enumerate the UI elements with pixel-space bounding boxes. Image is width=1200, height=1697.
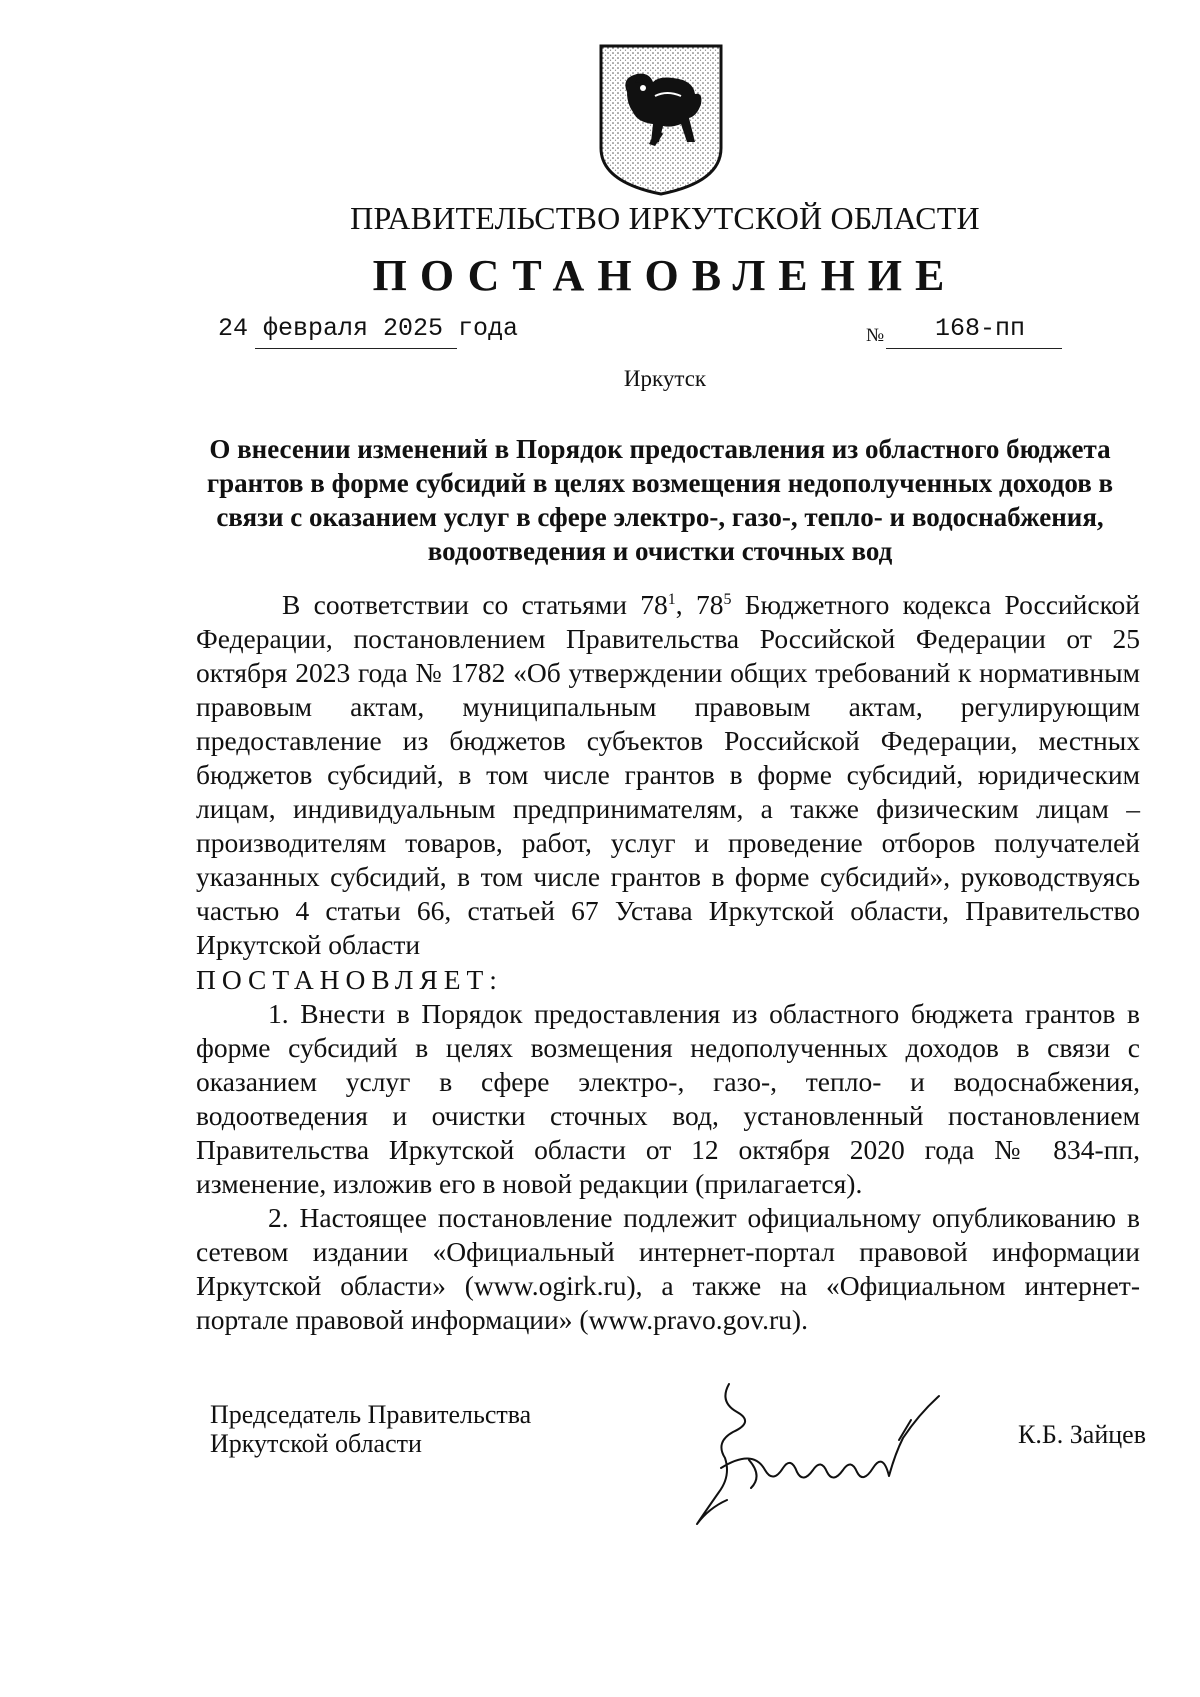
irkutsk-coat-of-arms-icon [597, 42, 725, 198]
signer-position-line2: Иркутской области [210, 1429, 422, 1458]
basis-rest: Бюджетного кодекса Российской Федерации, постановлением Правительства Российской Федерации от 25 октября 2023 года № 1782 «Об утверждении общих требований к нормативным правовым актам, муниципальным правовым актам, регулирующим предоставление из бюджетов субъектов Российской Федерации, местных бюджетов субсидий, в том числе грантов в форме субсидий, юридическим лицам, индивидуальным предпринимателям, а также физическим лицам – производителям товаров, работ, услуг и проведение отборов получателей указанных субсидий, в том числе грантов в форме субсидий», руководствуясь частью 4 статьи 66, статьей 67 Устава Иркутской области, Правительство Иркутской области [196, 589, 1140, 960]
document-type-heading: ПОСТАНОВЛЕНИЕ [372, 251, 958, 300]
basis-paragraph [196, 588, 1140, 962]
item-2-paragraph: 2. Настоящее постановление подлежит официальному опубликованию в сетевом издании «Официальный интернет-портал правовой информации Иркутской области» (www.ogirk.ru), а также на «Официальном интернет-портале правовой информации» (www.pravo.gov.ru). [196, 1202, 1140, 1335]
document-city: Иркутск [623, 366, 707, 391]
basis-lead: В соответствии со статьями 78 [282, 589, 668, 620]
document-title: О внесении изменений в Порядок предоставления из областного бюджета грантов в форме субсидий в целях возмещения недополученных доходов в связи с оказанием услуг в сфере электро-, газо-, тепло- и водоснабжения, водоотведения и очистки сточных вод [206, 434, 1114, 566]
signer-name: К.Б. Зайцев [1018, 1420, 1146, 1449]
number-sign: № [866, 325, 885, 346]
government-name: ПРАВИТЕЛЬСТВО ИРКУТСКОЙ ОБЛАСТИ [350, 200, 980, 236]
basis-sup-1: 1 [667, 590, 676, 608]
item-1-paragraph: 1. Внести в Порядок предоставления из областного бюджета грантов в форме субсидий в целях возмещения недополученных доходов в связи с оказанием услуг в сфере электро-, газо-, тепло- и водоснабжения, водоотведения и очистки сточных вод, установленный постановлением Правительства Иркутской области от 12 октября 2020 года № 834-пп, изменение, изложив его в новой редакции (прилагается). [196, 998, 1140, 1199]
document-date: 24 февраля 2025 года [218, 314, 519, 343]
signer-position [210, 1400, 531, 1458]
resolves-heading: ПОСТАНОВЛЯЕТ: [196, 964, 503, 995]
basis-sup-5: 5 [723, 590, 732, 608]
signer-position-line1: Председатель Правительства [210, 1400, 532, 1429]
date-underline [255, 348, 457, 349]
basis-mid: , 78 [675, 589, 724, 620]
document-number: 168-пп [935, 314, 1026, 343]
handwritten-signature [693, 1372, 963, 1572]
number-underline [886, 348, 1062, 349]
